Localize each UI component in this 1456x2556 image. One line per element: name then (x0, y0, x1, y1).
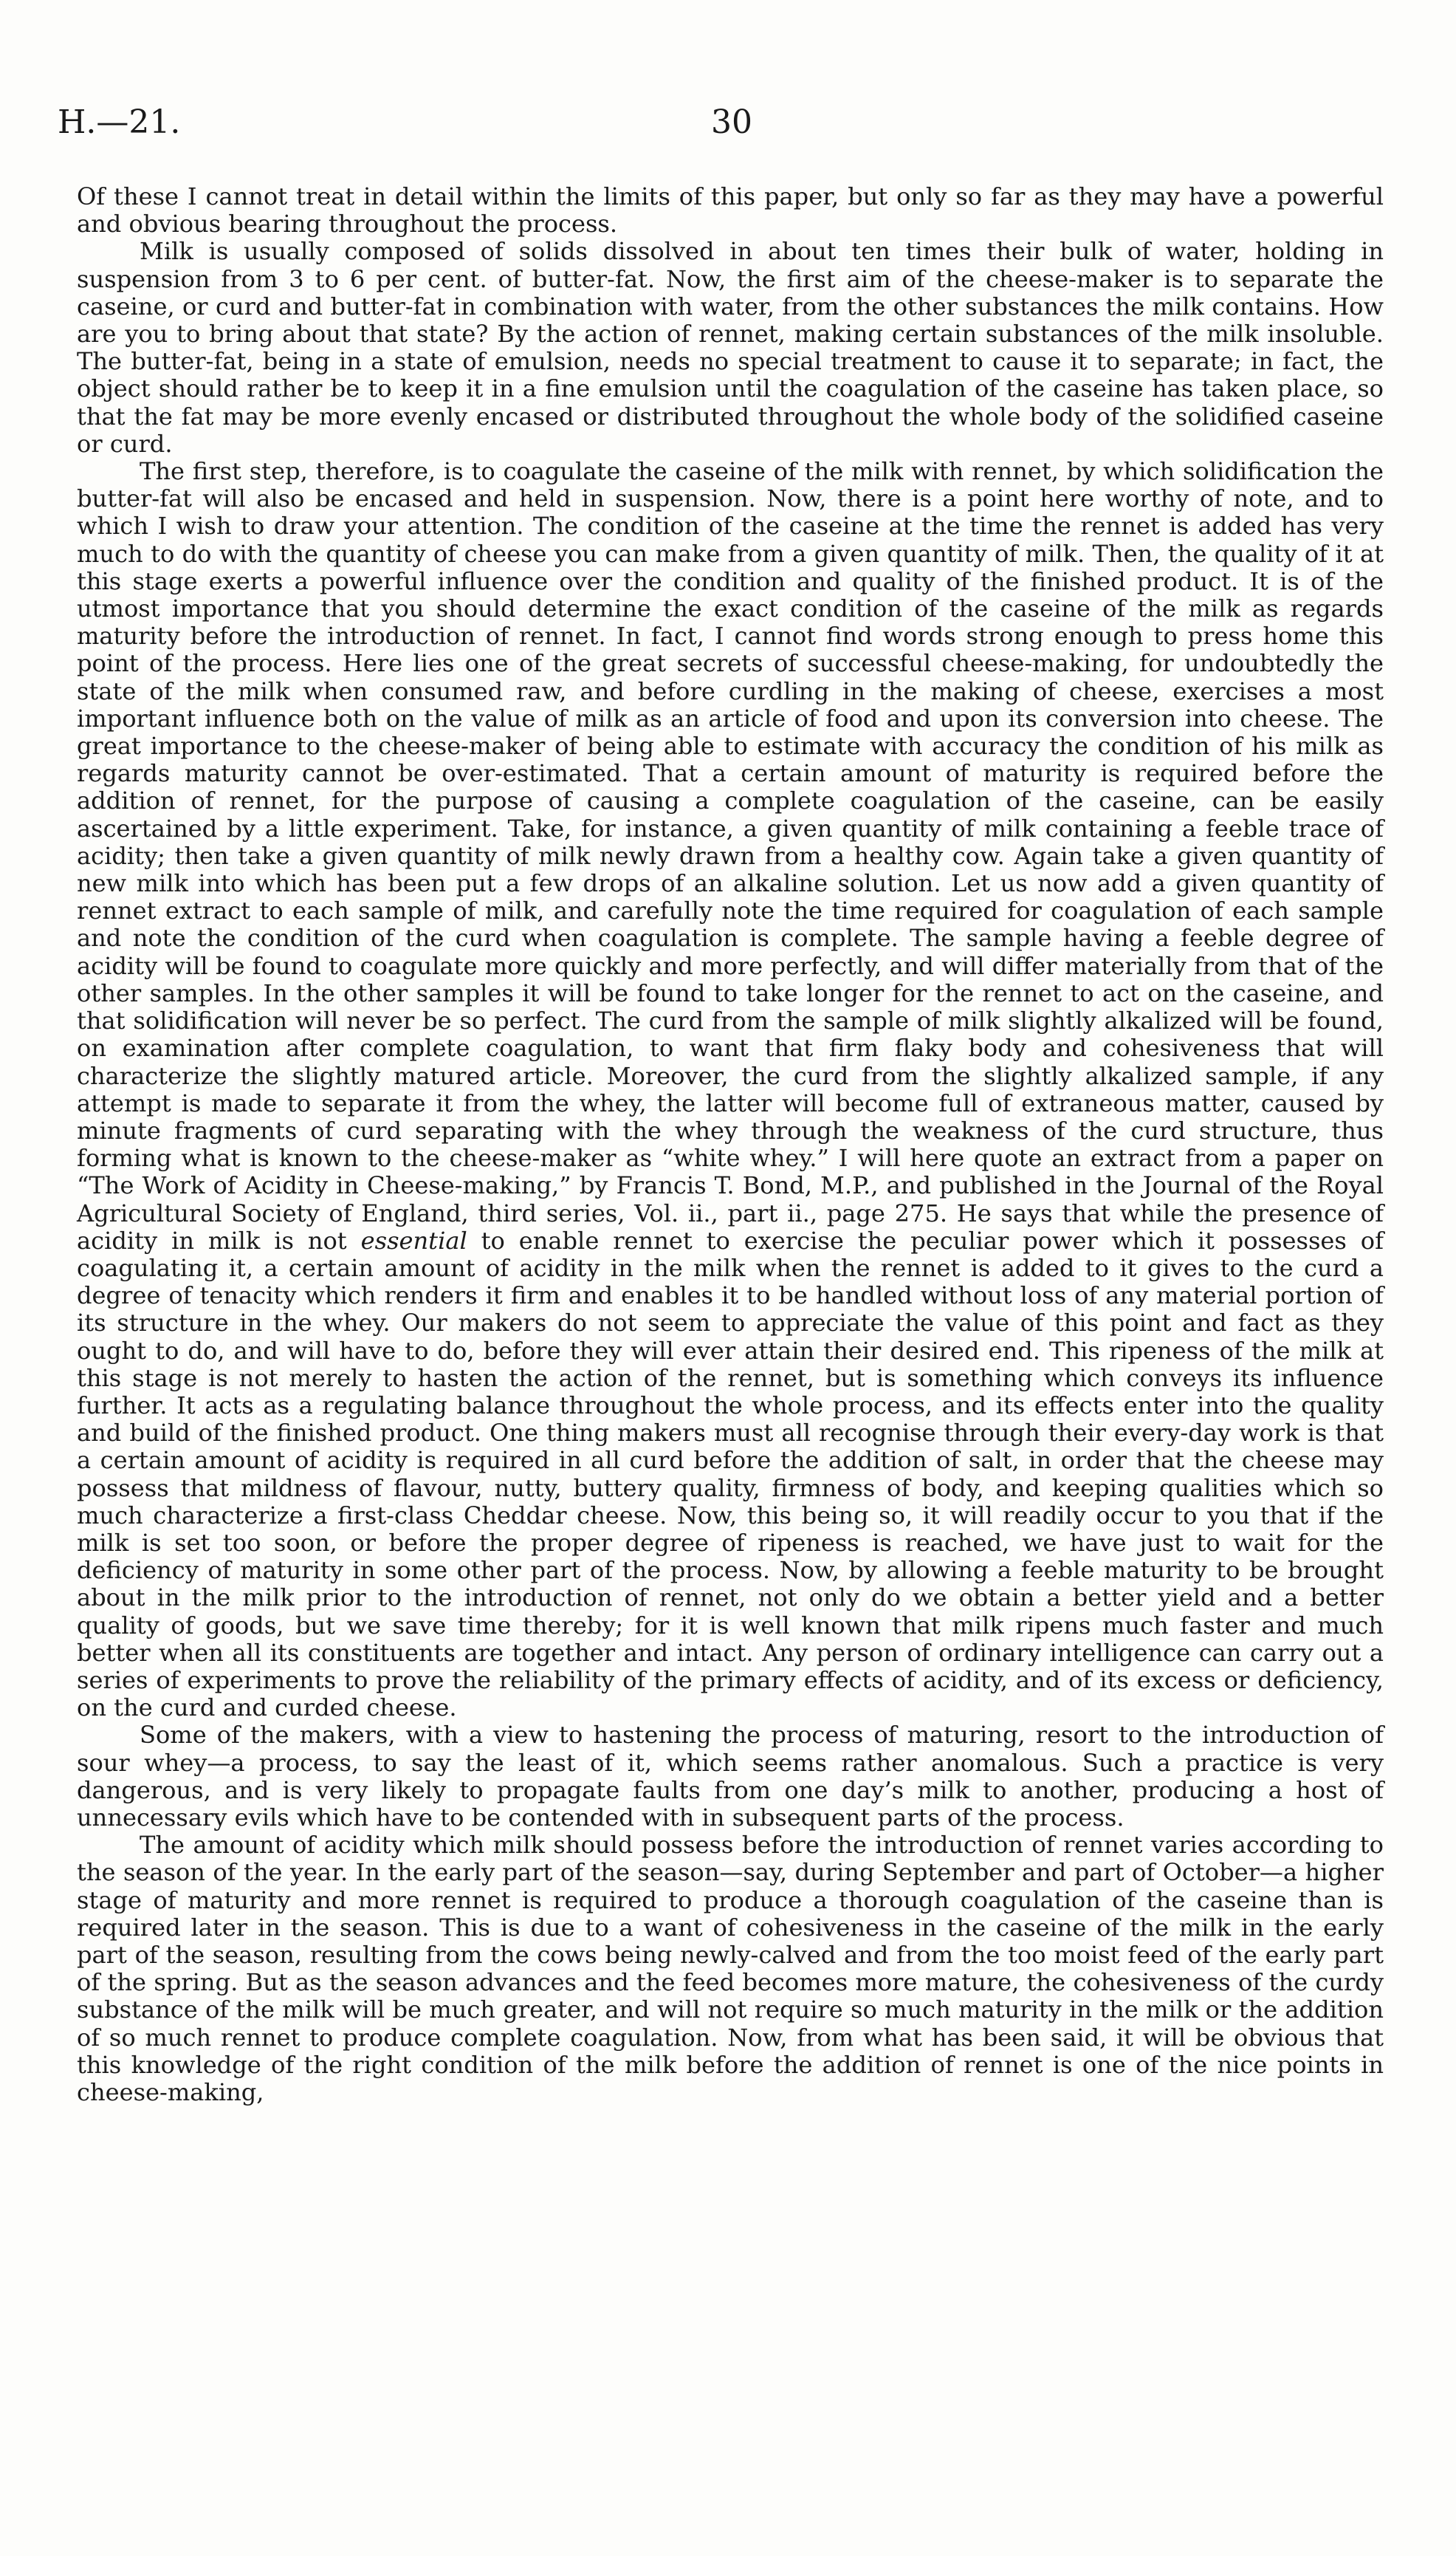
paragraph-2: Milk is usually composed of solids dissolved in about ten times their bulk of water, holding in suspension from 3 to 6 per cent. of butter-fat. Now, the first aim of the cheese-maker is to separate the caseine, or curd and butter-fat in combination with water, from the other substances the milk contains. How are you to bring about that state? By the action of rennet, making certain substances of the milk insoluble. The butter-fat, being in a state of emulsion, needs no special treatment to cause it to separate; in fact, the object should rather be to keep it in a fine emulsion until the coagulation of the caseine has taken place, so that the fat may be more evenly encased or distributed throughout the whole body of the solidified caseine or curd. (77, 237, 1384, 458)
page-number: 30 (711, 103, 752, 141)
document-reference: H.—21. (58, 103, 181, 141)
paragraph-4: Some of the makers, with a view to hastening the process of maturing, resort to the introduction of sour whey—a process, to say the least of it, which seems rather anomalous. Such a practice is very dangerous, and is very likely to propagate faults from one day’s milk to another, producing a host of unnecessary evils which have to be contended with in subsequent parts of the process. (77, 1721, 1384, 1832)
emphasis-essential: essential (360, 1226, 467, 1255)
paragraph-3-text-a: The first step, therefore, is to coagulate the caseine of the milk with rennet, by which solidification the butter-fat will also be encased and held in suspension. Now, there is a point here worthy of note, and to which I wish to draw your attention. The condition of the caseine at the time the rennet is added has very much to do with the quantity of cheese you can make from a given quantity of milk. Then, the quality of it at this stage exerts a powerful influence over the condition and quality of the finished product. It is of the utmost importance that you should determine the exact condition of the caseine of the milk as regards maturity before the introduction of rennet. In fact, I cannot find words strong enough to press home this point of the process. Here lies one of the great secrets of successful cheese-making, for undoubtedly the state of the milk when consumed raw, and before curdling in the making of cheese, exercises a most important influence both on the value of milk as an article of food and upon its conversion into cheese. The great importance to the cheese-maker of being able to estimate with accuracy the condition of his milk as regards maturity cannot be over-estimated. That a certain amount of maturity is required before the addition of rennet, for the purpose of causing a complete coagulation of the caseine, can be easily ascertained by a little experiment. Take, for instance, a given quantity of milk containing a feeble trace of acidity; then take a given quantity of milk newly drawn from a healthy cow. Again take a given quantity of new milk into which has been put a few drops of an alkaline solution. Let us now add a given quantity of rennet extract to each sample of milk, and carefully note the time required for coagulation of each sample and note the condition of the curd when coagulation is complete. The sample having a feeble degree of acidity will be found to coagulate more quickly and more perfectly, and will differ materially from that of the other samples. In the other samples it will be found to take longer for the rennet to act on the caseine, and that solidification will never be so perfect. The curd from the sample of milk slightly alkalized will be found, on examination after complete coagulation, to want that firm flaky body and cohesiveness that will characterize the slightly matured article. Moreover, the curd from the slightly alkalized sample, if any attempt is made to separate it from the whey, the latter will become full of extraneous matter, caused by minute fragments of curd separating with the whey through the weakness of the curd structure, thus forming what is known to the cheese-maker as “white whey.” I will here quote an extract from a paper on “The Work of Acidity in Cheese-making,” by Francis T. Bond, M.P., and published in the Journal of the Royal Agricultural Society of England, third series, Vol. ii., part ii., page 275. He says that while the presence of acidity in milk is not (77, 457, 1384, 1255)
paragraph-3 (77, 458, 1384, 1721)
paragraph-1: Of these I cannot treat in detail within the limits of this paper, but only so far as they may have a powerful and obvious bearing throughout the process. (77, 182, 1384, 239)
paragraph-5: The amount of acidity which milk should possess before the introduction of rennet varies according to the season of the year. In the early part of the season—say, during September and part of October—a higher stage of maturity and more rennet is required to produce a thorough coagulation of the caseine than is required later in the season. This is due to a want of cohesiveness in the caseine of the milk in the early part of the season, resulting from the cows being newly-calved and from the too moist feed of the early part of the spring. But as the season advances and the feed becomes more mature, the cohesiveness of the curdy substance of the milk will be much greater, and will not require so much maturity in the milk or the addition of so much rennet to produce complete coagulation. Now, from what has been said, it will be obvious that this knowledge of the right condition of the milk before the addition of rennet is one of the nice points in cheese-making, (77, 1831, 1384, 2107)
body-text (77, 183, 1384, 2106)
paragraph-3-text-b: to enable rennet to exercise the peculiar power which it possesses of coagulating it, a certain amount of acidity in the milk when the rennet is added to it gives to the curd a degree of tenacity which renders it firm and enables it to be handled without loss of any material portion of its structure in the whey. Our makers do not seem to appreciate the value of this point and fact as they ought to do, and will have to do, before they will ever attain their desired end. This ripeness of the milk at this stage is not merely to hasten the action of the rennet, but is something which conveys its influence further. It acts as a regulating balance throughout the whole process, and its effects enter into the quality and build of the finished product. One thing makers must all recognise through their every-day work is that a certain amount of acidity is required in all curd before the addition of salt, in order that the cheese may possess that mildness of flavour, nutty, buttery quality, firmness of body, and keeping qualities which so much characterize a first-class Cheddar cheese. Now, this being so, it will readily occur to you that if the milk is set too soon, or before the proper degree of ripeness is reached, we have just to wait for the deficiency of maturity in some other part of the process. Now, by allowing a feeble maturity to be brought about in the milk prior to the introduction of rennet, not only do we obtain a better yield and a better quality of goods, but we save time thereby; for it is well known that milk ripens much faster and much better when all its constituents are together and intact. Any person of ordinary intelligence can carry out a series of experiments to prove the reliability of the primary effects of acidity, and of its excess or deficiency, on the curd and curded cheese. (77, 1226, 1384, 1722)
page-header (58, 103, 1394, 155)
